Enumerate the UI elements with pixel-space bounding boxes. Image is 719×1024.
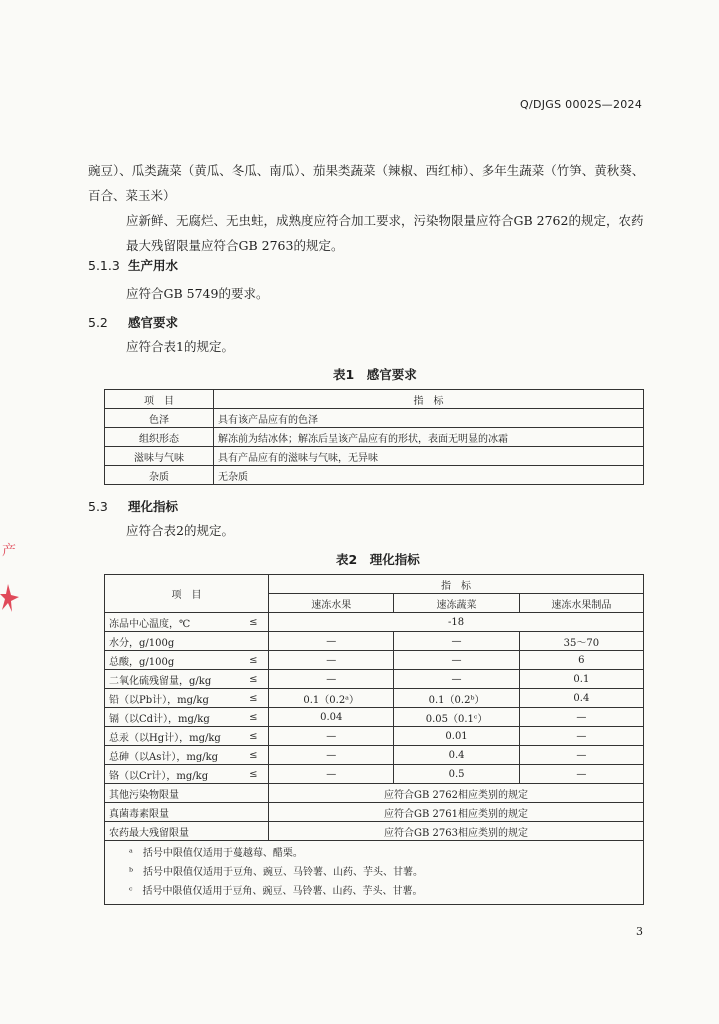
footnote-c: ᶜ 括号中限值仅适用于豆角、豌豆、马铃薯、山药、芋头、甘薯。 <box>129 886 423 897</box>
row-value: 具有该产品应有的色泽 <box>214 409 644 428</box>
table-row <box>105 613 644 632</box>
table1-caption: 表1 感官要求 <box>333 367 417 382</box>
heading-title: 理化指标 <box>128 499 179 514</box>
row-value-fruit-product: — <box>519 708 643 727</box>
row-item: 农药最大残留限量 <box>105 822 269 841</box>
row-value-vegetable: — <box>394 670 519 689</box>
table-row <box>105 632 644 651</box>
table-notes-row <box>105 841 644 905</box>
paragraph-vegetable-types: 豌豆）、瓜类蔬菜（黄瓜、冬瓜、南瓜）、茄果类蔬菜（辣椒、西红柿）、多年生蔬菜（竹笋、黄秋葵、百合、菜玉米） <box>88 163 645 203</box>
column-header-item: 项 目 <box>105 575 269 613</box>
column-header-item: 项 目 <box>105 390 214 409</box>
row-value-fruit: 0.1（0.2ᵃ） <box>269 689 394 708</box>
row-item: 总酸，g/100g <box>105 651 239 670</box>
table2-caption: 表2 理化指标 <box>336 552 420 567</box>
row-value-fruit: — <box>269 651 394 670</box>
heading-5-3 <box>88 497 178 515</box>
row-item: 组织形态 <box>105 428 214 447</box>
row-value-fruit: — <box>269 746 394 765</box>
table-row <box>105 689 644 708</box>
paragraph-table1-ref: 应符合表1的规定。 <box>126 339 234 354</box>
row-symbol: ≤ <box>239 727 269 746</box>
row-value-fruit-product: — <box>519 727 643 746</box>
row-value-fruit: — <box>269 765 394 784</box>
row-value-fruit: — <box>269 670 394 689</box>
heading-5-2 <box>88 313 178 331</box>
row-value-fruit: — <box>269 632 394 651</box>
table-row <box>105 746 644 765</box>
table-row <box>105 447 644 466</box>
heading-number: 5.1.3 <box>88 258 120 273</box>
row-symbol: ≤ <box>239 689 269 708</box>
row-symbol: ≤ <box>239 765 269 784</box>
document-code: Q/DJGS 0002S—2024 <box>520 98 643 111</box>
footnote-b: ᵇ 括号中限值仅适用于豆角、豌豆、马铃薯、山药、芋头、甘薯。 <box>129 867 423 878</box>
table-row <box>105 670 644 689</box>
row-value: 应符合GB 2762相应类别的规定 <box>269 784 644 803</box>
column-header-frozen-fruit: 速冻水果 <box>269 594 394 613</box>
paragraph-water-requirement: 应符合GB 5749的要求。 <box>126 286 269 301</box>
row-value-fruit: — <box>269 727 394 746</box>
row-item: 滋味与气味 <box>105 447 214 466</box>
row-value-vegetable: 0.05（0.1ᶜ） <box>394 708 519 727</box>
footnote-a: ᵃ 括号中限值仅适用于蔓越莓、醋栗。 <box>129 848 303 859</box>
star-icon <box>0 582 20 622</box>
row-symbol: ≤ <box>239 746 269 765</box>
column-header-frozen-vegetable: 速冻蔬菜 <box>394 594 519 613</box>
row-item: 水分，g/100g <box>105 632 239 651</box>
row-symbol: ≤ <box>239 670 269 689</box>
paragraph-table2-ref: 应符合表2的规定。 <box>126 523 234 538</box>
row-item: 杂质 <box>105 466 214 485</box>
row-item: 色泽 <box>105 409 214 428</box>
table-row <box>105 409 644 428</box>
row-value-vegetable: 0.01 <box>394 727 519 746</box>
row-value-vegetable: 0.5 <box>394 765 519 784</box>
table-row <box>105 765 644 784</box>
row-value-vegetable: 0.4 <box>394 746 519 765</box>
row-value-fruit-product: 35～70 <box>519 632 643 651</box>
table-row <box>105 708 644 727</box>
paragraph-freshness-requirement: 应新鲜、无腐烂、无虫蛀，成熟度应符合加工要求，污染物限量应符合GB 2762的规定，农药最大残留限量应符合GB 2763的规定。 <box>126 213 644 253</box>
table-row <box>105 428 644 447</box>
row-value-fruit: 0.04 <box>269 708 394 727</box>
column-header-frozen-fruit-product: 速冻水果制品 <box>519 594 643 613</box>
heading-title: 生产用水 <box>128 258 179 273</box>
row-value: 应符合GB 2761相应类别的规定 <box>269 803 644 822</box>
table-notes <box>105 841 644 905</box>
row-item: 铬（以Cr计），mg/kg <box>105 765 239 784</box>
table-row <box>105 822 644 841</box>
page-number: 3 <box>636 925 643 938</box>
row-item: 其他污染物限量 <box>105 784 269 803</box>
row-symbol <box>239 632 269 651</box>
row-item: 总砷（以As计），mg/kg <box>105 746 239 765</box>
row-value: 应符合GB 2763相应类别的规定 <box>269 822 644 841</box>
heading-number: 5.2 <box>88 315 108 330</box>
row-symbol: ≤ <box>239 651 269 670</box>
table-row <box>105 727 644 746</box>
row-value-fruit-product: 0.1 <box>519 670 643 689</box>
row-value-vegetable: 0.1（0.2ᵇ） <box>394 689 519 708</box>
row-symbol: ≤ <box>239 613 269 632</box>
row-value-fruit-product: 6 <box>519 651 643 670</box>
row-value: 解冻前为结冰体；解冻后呈该产品应有的形状，表面无明显的冰霜 <box>214 428 644 447</box>
table-header-row <box>105 575 644 594</box>
row-value: 具有产品应有的滋味与气味，无异味 <box>214 447 644 466</box>
row-item: 铅（以Pb计），mg/kg <box>105 689 239 708</box>
row-item: 冻品中心温度，℃ <box>105 613 239 632</box>
row-value: 无杂质 <box>214 466 644 485</box>
row-value-vegetable: — <box>394 632 519 651</box>
table-row <box>105 466 644 485</box>
row-value-vegetable: — <box>394 651 519 670</box>
row-value-fruit-product: 0.4 <box>519 689 643 708</box>
row-item: 二氧化硫残留量，g/kg <box>105 670 239 689</box>
row-item: 真菌毒素限量 <box>105 803 269 822</box>
column-header-index: 指 标 <box>269 575 644 594</box>
physicochemical-table <box>104 574 644 905</box>
table-header-row <box>105 390 644 409</box>
heading-title: 感官要求 <box>128 315 179 330</box>
table-row <box>105 784 644 803</box>
heading-number: 5.3 <box>88 499 108 514</box>
row-value-fruit-product: — <box>519 746 643 765</box>
stamp-text: 产 <box>2 543 16 559</box>
red-stamp-fragment <box>0 540 22 626</box>
row-value-fruit-product: — <box>519 765 643 784</box>
row-value: -18 <box>269 613 644 632</box>
row-item: 总汞（以Hg计），mg/kg <box>105 727 239 746</box>
table-row <box>105 651 644 670</box>
row-item: 镉（以Cd计），mg/kg <box>105 708 239 727</box>
column-header-index: 指 标 <box>214 390 644 409</box>
heading-5-1-3 <box>88 256 178 274</box>
sensory-requirements-table <box>104 389 644 485</box>
table-row <box>105 803 644 822</box>
row-symbol: ≤ <box>239 708 269 727</box>
